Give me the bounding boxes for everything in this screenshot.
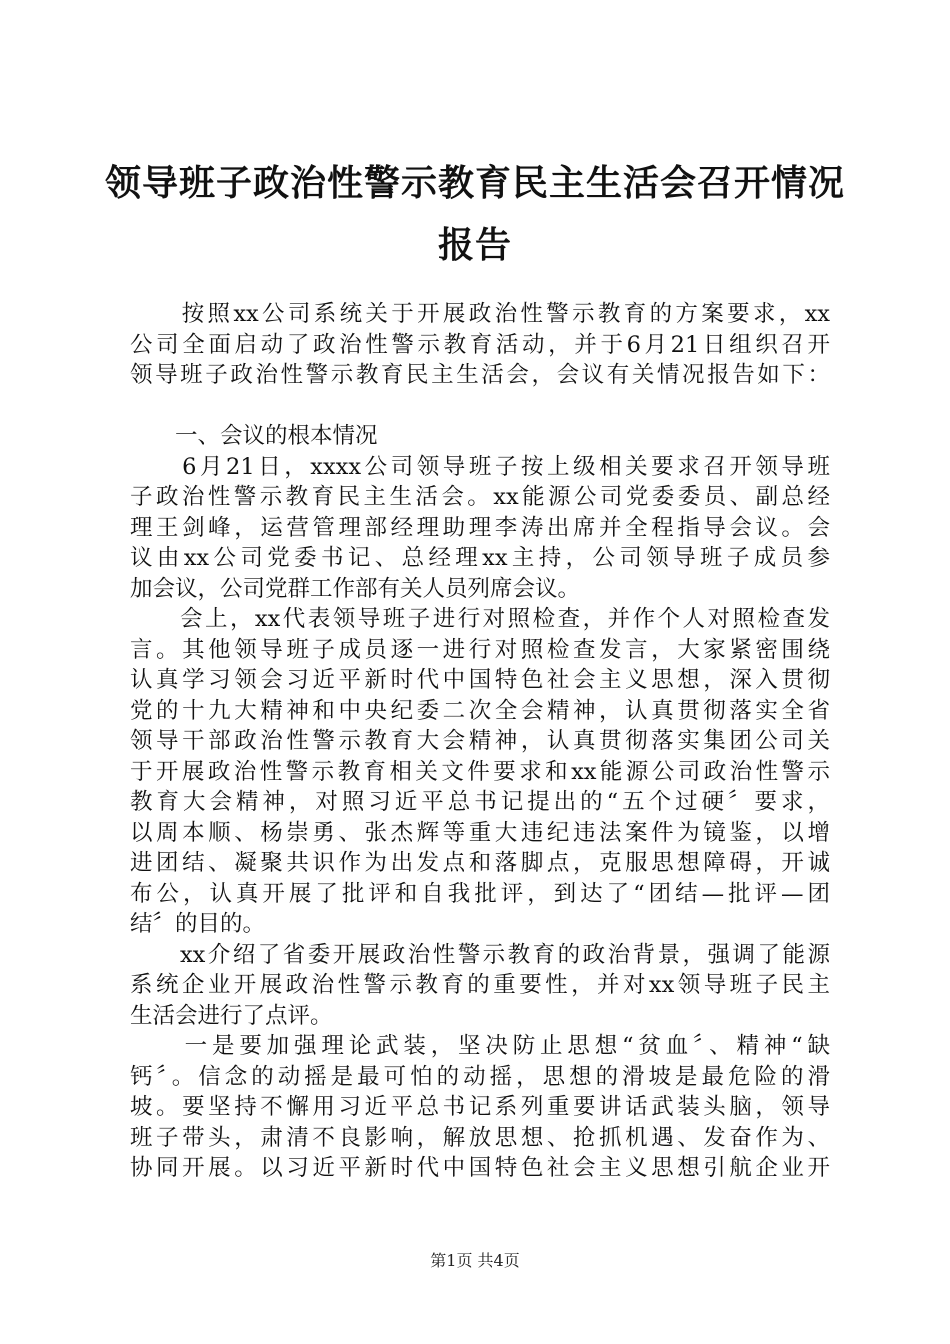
body-line: xx介绍了省委开展政治性警示教育的政治背景，强调了能源: [130, 941, 830, 968]
body-line: 于开展政治性警示教育相关文件要求和xx能源公司政治性警示: [130, 758, 830, 785]
body-line: 按照xx公司系统关于开展政治性警示教育的方案要求，xx: [130, 301, 830, 327]
body-line: 教育大会精神，对照习近平总书记提出的“五个过硬〞要求，: [130, 789, 830, 815]
body-line: 子政治性警示教育民主生活会。xx能源公司党委委员、副总经: [130, 484, 830, 510]
body-line: 坡。要坚持不懈用习近平总书记系列重要讲话武装头脑，领导: [130, 1094, 830, 1120]
page-footer: 第1页 共4页: [430, 1251, 520, 1270]
body-line: 系统企业开展政治性警示教育的重要性，并对xx领导班子民主: [130, 972, 830, 998]
body-line: 议由xx公司党委书记、总经理xx主持，公司领导班子成员参: [130, 545, 830, 571]
paragraph-gap: [130, 391, 830, 422]
body-line: 协同开展。以习近平新时代中国特色社会主义思想引航企业开: [130, 1155, 830, 1181]
document-title-line-2: 报告: [437, 224, 512, 266]
body-line: 领导干部政治性警示教育大会精神，认真贯彻落实集团公司关: [130, 728, 830, 754]
body-line: 党的十九大精神和中央纪委二次全会精神，认真贯彻落实全省: [130, 697, 830, 724]
body-line: 加会议，公司党群工作部有关人员列席会议。: [130, 575, 581, 602]
section-heading: 一、会议的根本情况: [130, 423, 378, 449]
body-line: 布公，认真开展了批评和自我批评，到达了“团结—批评—团: [130, 880, 830, 907]
document-title-line-1: 领导班子政治性警示教育民主生活会召开情况: [104, 162, 845, 204]
body-line: 言。其他领导班子成员逐一进行对照检查发言，大家紧密围绕: [130, 636, 830, 663]
body-line: 会上，xx代表领导班子进行对照检查，并作个人对照检查发: [130, 606, 830, 632]
body-line: 结〞的目的。: [130, 911, 266, 937]
document-body: [130, 299, 830, 1184]
body-line: 班子带头，肃清不良影响，解放思想、抢抓机遇、发奋作为、: [130, 1124, 830, 1151]
body-line: 公司全面启动了政治性警示教育活动，并于6月21日组织召开: [130, 331, 830, 358]
body-line: 领导班子政治性警示教育民主生活会，会议有关情况报告如下：: [130, 362, 830, 388]
body-line: 理王剑峰，运营管理部经理助理李涛出席并全程指导会议。会: [130, 514, 830, 541]
body-line: 进团结、凝聚共识作为出发点和落脚点，克服思想障碍，开诚: [130, 850, 830, 876]
body-line: 以周本顺、杨崇勇、张杰辉等重大违纪违法案件为镜鉴，以增: [130, 819, 830, 846]
body-line: 6月21日，xxxx公司领导班子按上级相关要求召开领导班: [130, 453, 830, 480]
body-line: 生活会进行了点评。: [130, 1002, 333, 1029]
body-line: 认真学习领会习近平新时代中国特色社会主义思想，深入贯彻: [130, 667, 830, 693]
body-line: 钙〞。信念的动摇是最可怕的动摇，思想的滑坡是最危险的滑: [130, 1063, 830, 1090]
body-line: 一是要加强理论武装，坚决防止思想“贫血〞、精神“缺: [130, 1033, 830, 1059]
